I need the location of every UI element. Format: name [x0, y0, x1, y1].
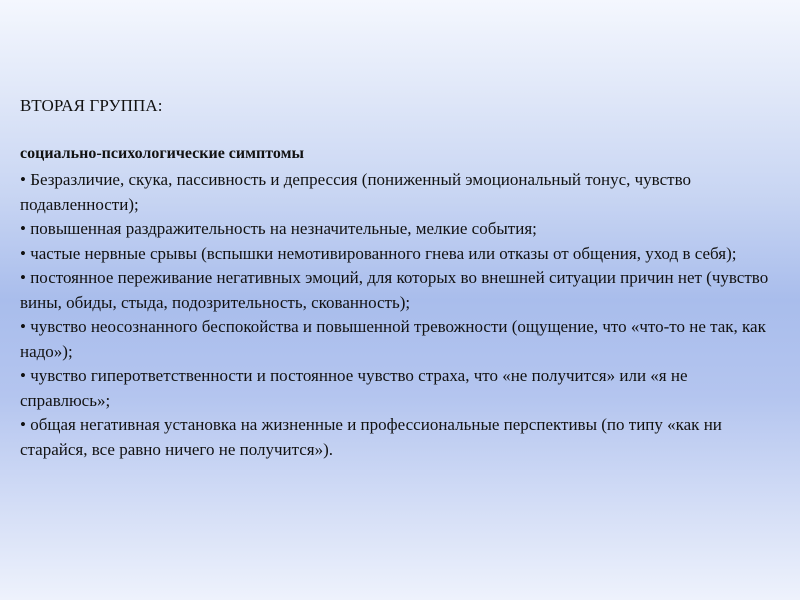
symptom-item: [20, 364, 780, 413]
section-subtitle: социально-психологические симптомы: [20, 145, 304, 162]
symptom-text: чувство неосознанного беспокойства и повышенной тревожности (ощущение, что «что-то не так, как надо»);: [20, 317, 766, 361]
symptom-item: [20, 266, 780, 315]
symptom-list: [20, 168, 780, 462]
bullet-icon: •: [20, 415, 26, 434]
symptom-text: общая негативная установка на жизненные и профессиональные перспективы (по типу «как ни старайся, все равно ничего не получится»).: [20, 415, 722, 459]
symptom-text: чувство гиперответственности и постоянное чувство страха, что «не получится» или «я не справлюсь»;: [20, 366, 688, 410]
symptom-text: Безразличие, скука, пассивность и депрессия (пониженный эмоциональный тонус, чувство подавленности);: [20, 170, 691, 214]
symptom-text: постоянное переживание негативных эмоций, для которых во внешней ситуации причин нет (чувство вины, обиды, стыда, подозрительность, скованность);: [20, 268, 769, 312]
slide-heading: ВТОРАЯ ГРУППА:: [20, 96, 163, 115]
bullet-icon: •: [20, 268, 26, 287]
symptom-item: [20, 242, 780, 267]
bullet-icon: •: [20, 366, 26, 385]
symptom-item: [20, 217, 780, 242]
bullet-icon: •: [20, 317, 26, 336]
bullet-icon: •: [20, 170, 26, 189]
symptom-text: частые нервные срывы (вспышки немотивированного гнева или отказы от общения, уход в себя);: [30, 243, 737, 263]
slide-content: [20, 96, 780, 462]
bullet-icon: •: [20, 243, 26, 263]
bullet-icon: •: [20, 219, 26, 238]
symptom-item: [20, 413, 780, 462]
symptom-item: [20, 168, 780, 217]
symptom-item: [20, 315, 780, 364]
symptom-text: повышенная раздражительность на незначительные, мелкие события;: [30, 219, 537, 238]
